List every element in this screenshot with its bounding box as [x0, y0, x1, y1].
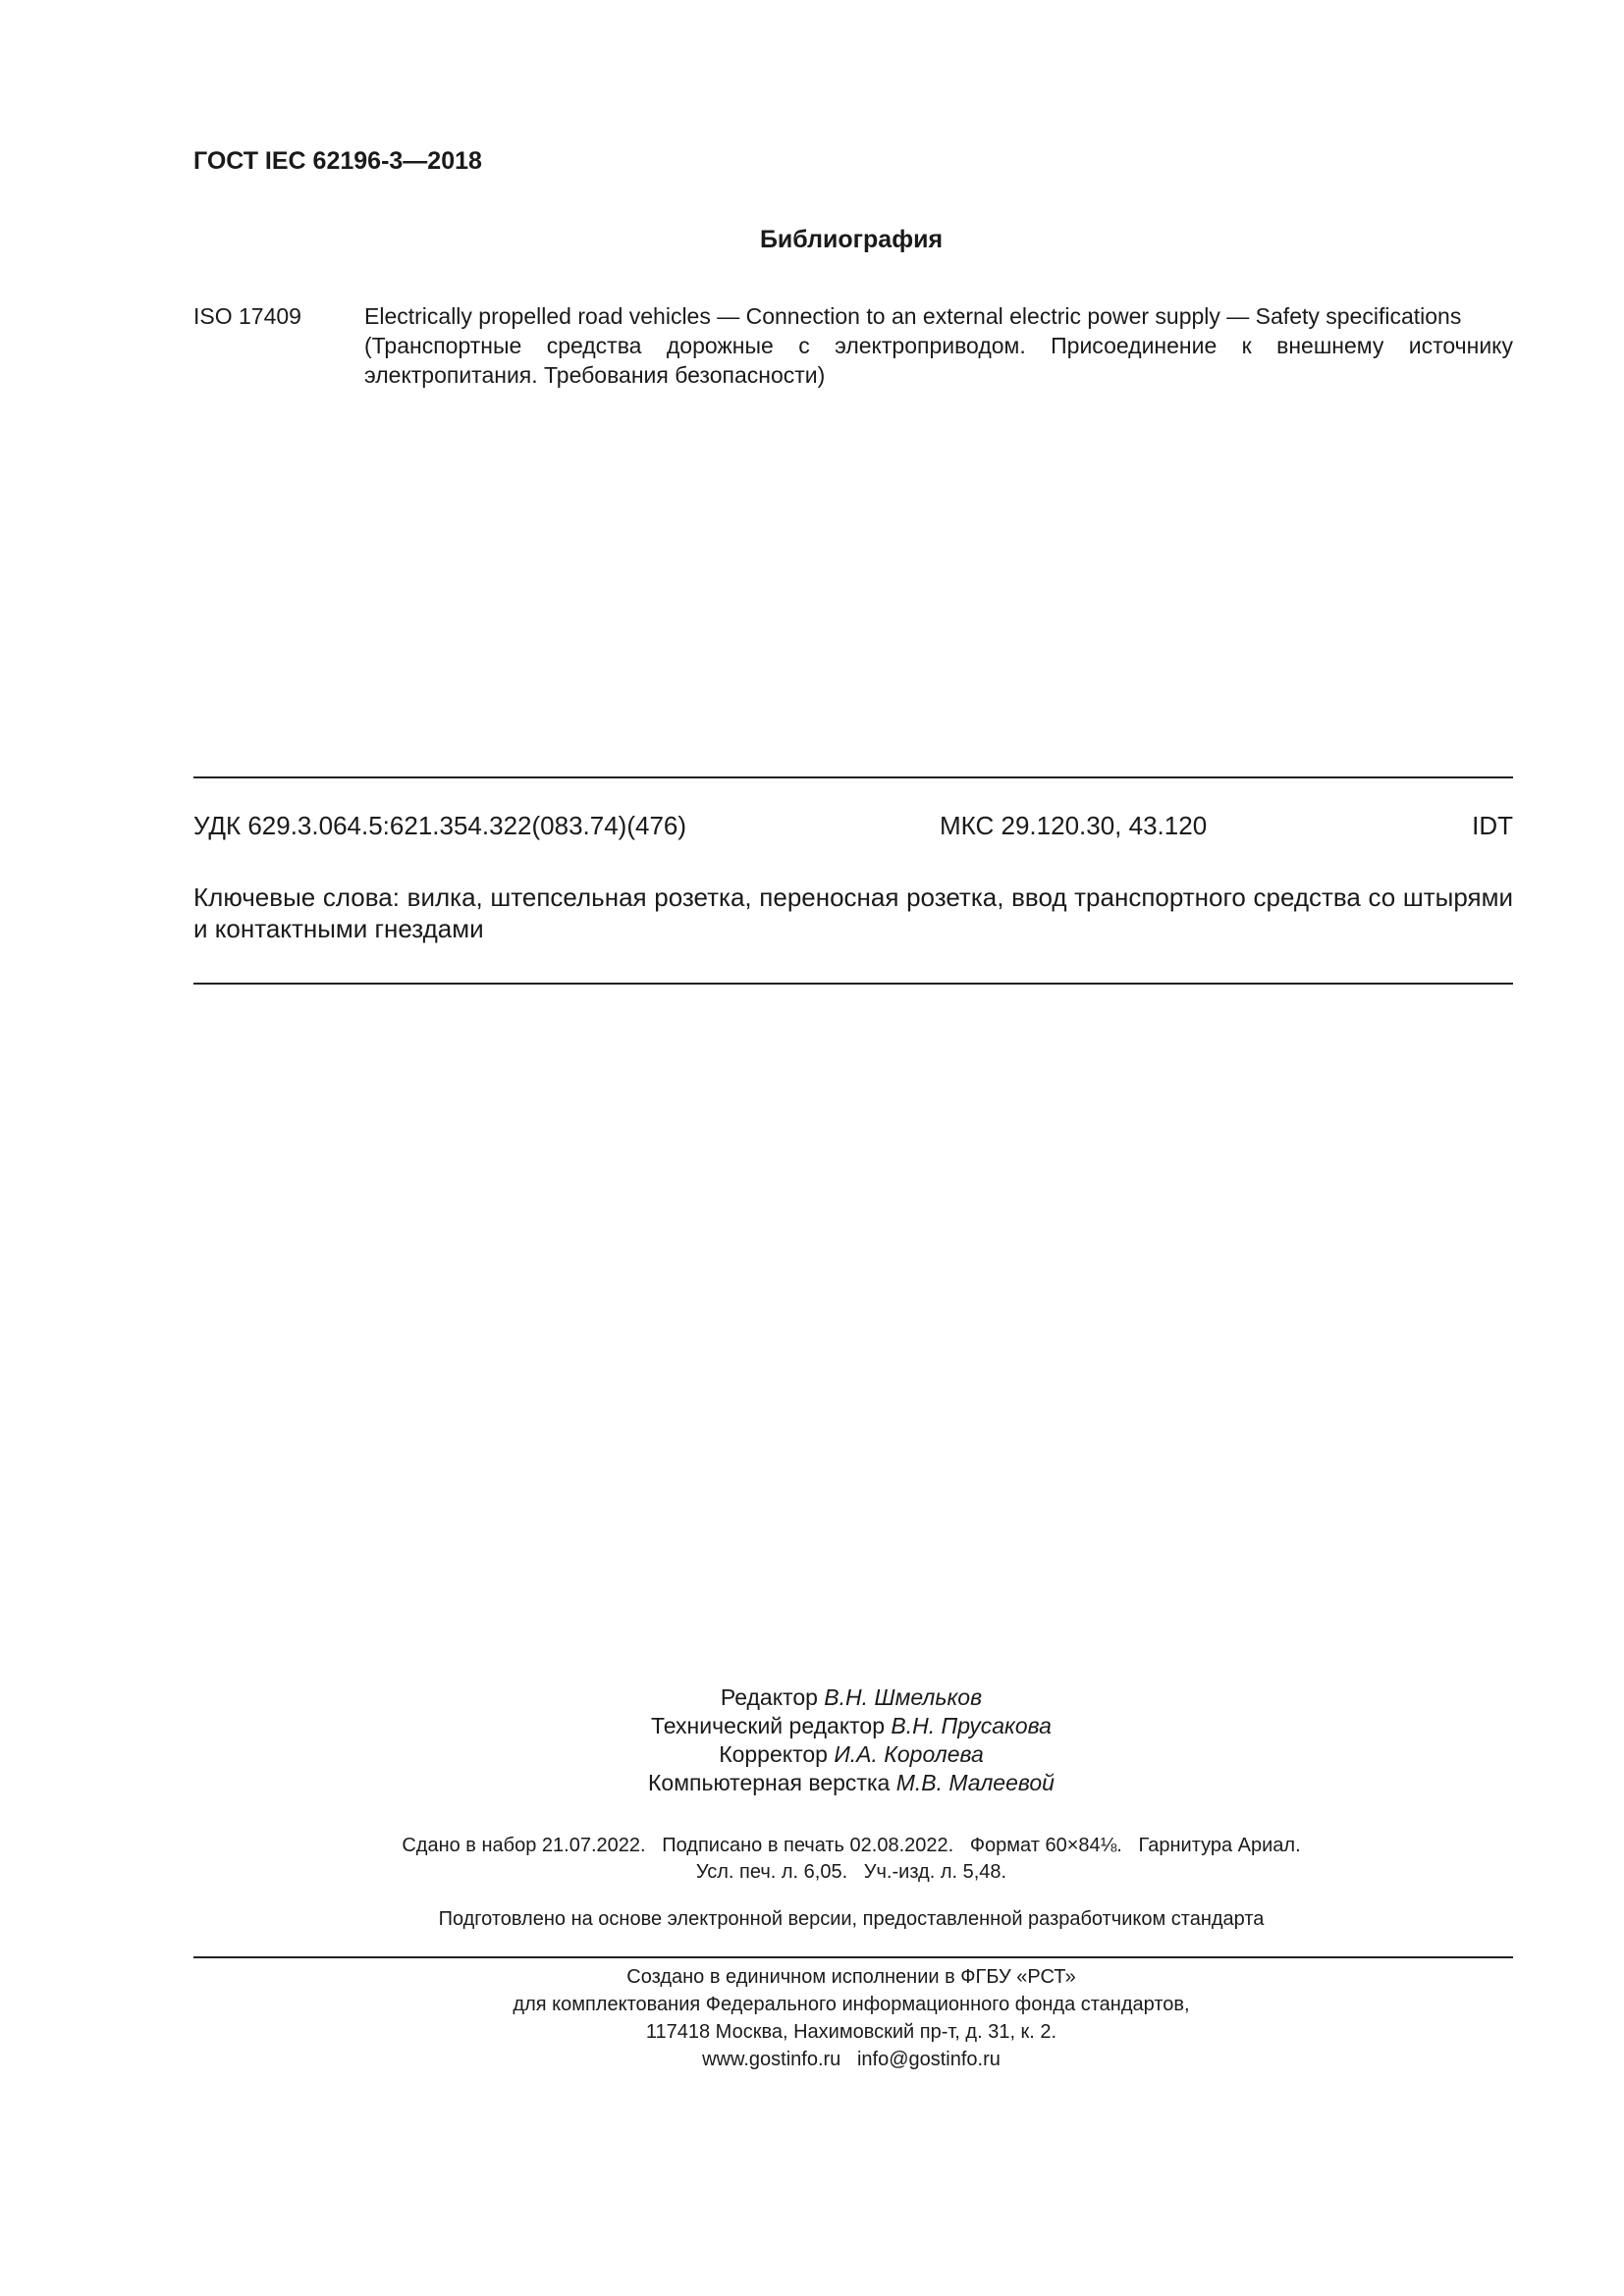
keywords-label: Ключевые слова:	[193, 882, 400, 912]
degree-of-correspondence: IDT	[1472, 811, 1513, 840]
credit-technical-editor: Технический редактор В.Н. Прусакова	[651, 1713, 1052, 1738]
email-link[interactable]: info@gostinfo.ru	[856, 2049, 1001, 2070]
bibliography-title-ru: (Транспортные средства дорожные с электроприводом. Присоединение к внешнему источнику электропитания. Требования безопасности)	[364, 333, 1513, 388]
bibliography-title-en: Electrically propelled road vehicles — Connection to an external electric power supply — Safety specifications	[364, 303, 1462, 329]
udk-code: УДК 629.3.064.5:621.354.322(083.74)(476)	[193, 811, 687, 840]
publisher-line-1: Создано в единичном исполнении в ФГБУ «РСТ»	[626, 1966, 1076, 1988]
bibliography-ref-code: ISO 17409	[193, 303, 301, 329]
credits-block	[0, 1683, 1624, 1797]
imprint-block	[0, 1833, 1624, 1886]
divider-top	[193, 776, 1513, 778]
divider-middle	[193, 983, 1513, 985]
document-id: ГОСТ IEC 62196-3—2018	[193, 147, 482, 175]
bibliography-heading: Библиография	[759, 226, 944, 253]
keywords-text: вилка, штепсельная розетка, переносная розетка, ввод транспортного средства со штырями и контактными гнездами	[193, 882, 1514, 943]
credit-layout: Компьютерная верстка М.В. Малеевой	[648, 1770, 1055, 1795]
prepared-note: Подготовлено на основе электронной версии, предоставленной разработчиком стандарта	[438, 1908, 1265, 1930]
imprint-line-2: Усл. печ. л. 6,05. Уч.-изд. л. 5,48.	[695, 1861, 1007, 1883]
keywords-block	[193, 881, 1513, 944]
bibliography-ref-text	[364, 301, 1513, 390]
divider-bottom	[193, 1956, 1513, 1958]
imprint-line-1: Сдано в набор 21.07.2022. Подписано в печать 02.08.2022. Формат 60×84⅛. Гарнитура Ариал.	[402, 1835, 1301, 1856]
credit-editor: Редактор В.Н. Шмельков	[720, 1684, 983, 1710]
publisher-contacts	[0, 2046, 1624, 2073]
publisher-block	[0, 1963, 1624, 2073]
website-link[interactable]: www.gostinfo.ru	[702, 2049, 841, 2070]
credit-proofreader: Корректор И.А. Королева	[719, 1741, 984, 1767]
mks-code: МКС 29.120.30, 43.120	[940, 811, 1208, 840]
publisher-line-2: для комплектования Федерального информационного фонда стандартов,	[513, 1994, 1190, 2015]
publisher-address: 117418 Москва, Нахимовский пр-т, д. 31, к. 2.	[645, 2021, 1057, 2043]
